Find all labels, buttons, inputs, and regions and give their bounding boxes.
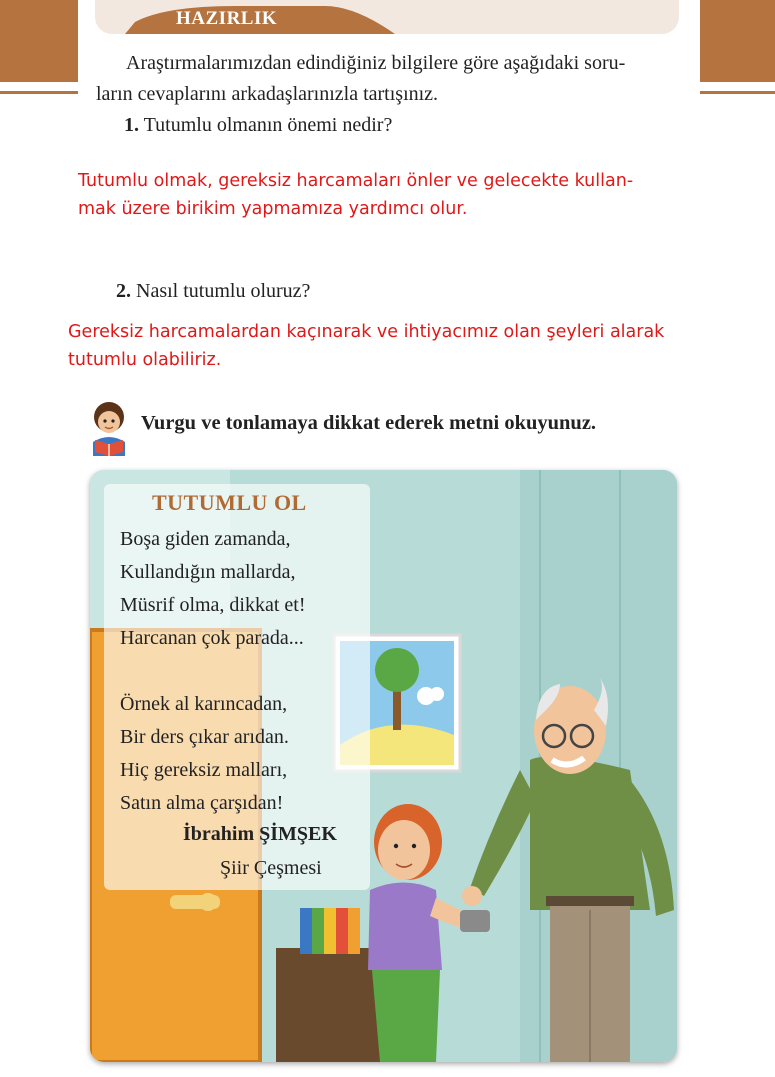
poem-line-5: Örnek al karıncadan, xyxy=(120,693,288,715)
left-margin-line xyxy=(0,91,78,94)
question-1-number: 1. xyxy=(124,114,139,136)
question-2 xyxy=(116,280,310,303)
reading-child-icon xyxy=(87,398,131,456)
answer-2 xyxy=(68,318,664,374)
question-2-number: 2. xyxy=(116,280,131,302)
poem-title: TUTUMLU OL xyxy=(152,490,307,515)
intro-line-1: Araştırmalarımızdan edindiğiniz bilgilere göre aşağıdaki soru- xyxy=(126,52,626,74)
question-1-text: Tutumlu olmanın önemi nedir? xyxy=(143,114,393,136)
poem-line-1: Boşa giden zamanda, xyxy=(120,528,291,550)
answer-1-line-1: Tutumlu olmak, gereksiz harcamaları önler ve gelecekte kullan- xyxy=(78,171,634,191)
intro-paragraph xyxy=(96,48,681,110)
left-margin-bar xyxy=(0,0,78,82)
poem-line-2: Kullandığın mallarda, xyxy=(120,561,296,583)
right-margin-bar xyxy=(700,0,775,82)
right-margin-line xyxy=(700,91,775,94)
answer-1-line-2: mak üzere birikim yapmamıza yardımcı olur. xyxy=(78,199,468,219)
poem-line-8: Satın alma çarşıdan! xyxy=(120,792,284,814)
poem-author: İbrahim ŞİMŞEK xyxy=(183,823,337,845)
poem-line-3: Müsrif olma, dikkat et! xyxy=(120,594,306,616)
poem-line-7: Hiç gereksiz malları, xyxy=(120,759,288,781)
question-2-text: Nasıl tutumlu oluruz? xyxy=(136,280,311,302)
poem-source: Şiir Çeşmesi xyxy=(220,857,322,879)
intro-line-2: ların cevaplarını arkadaşlarınızla tartışınız. xyxy=(96,83,439,105)
poem-line-6: Bir ders çıkar arıdan. xyxy=(120,726,289,748)
answer-2-line-1: Gereksiz harcamalardan kaçınarak ve ihtiyacımız olan şeyleri alarak xyxy=(68,322,665,342)
question-1 xyxy=(124,114,392,137)
answer-2-line-2: tutumlu olabiliriz. xyxy=(68,350,222,370)
section-title: HAZIRLIK xyxy=(176,8,278,29)
answer-1 xyxy=(78,167,633,223)
reading-instruction: Vurgu ve tonlamaya dikkat ederek metni okuyunuz. xyxy=(141,412,597,434)
poem-line-4: Harcanan çok parada... xyxy=(120,627,304,649)
